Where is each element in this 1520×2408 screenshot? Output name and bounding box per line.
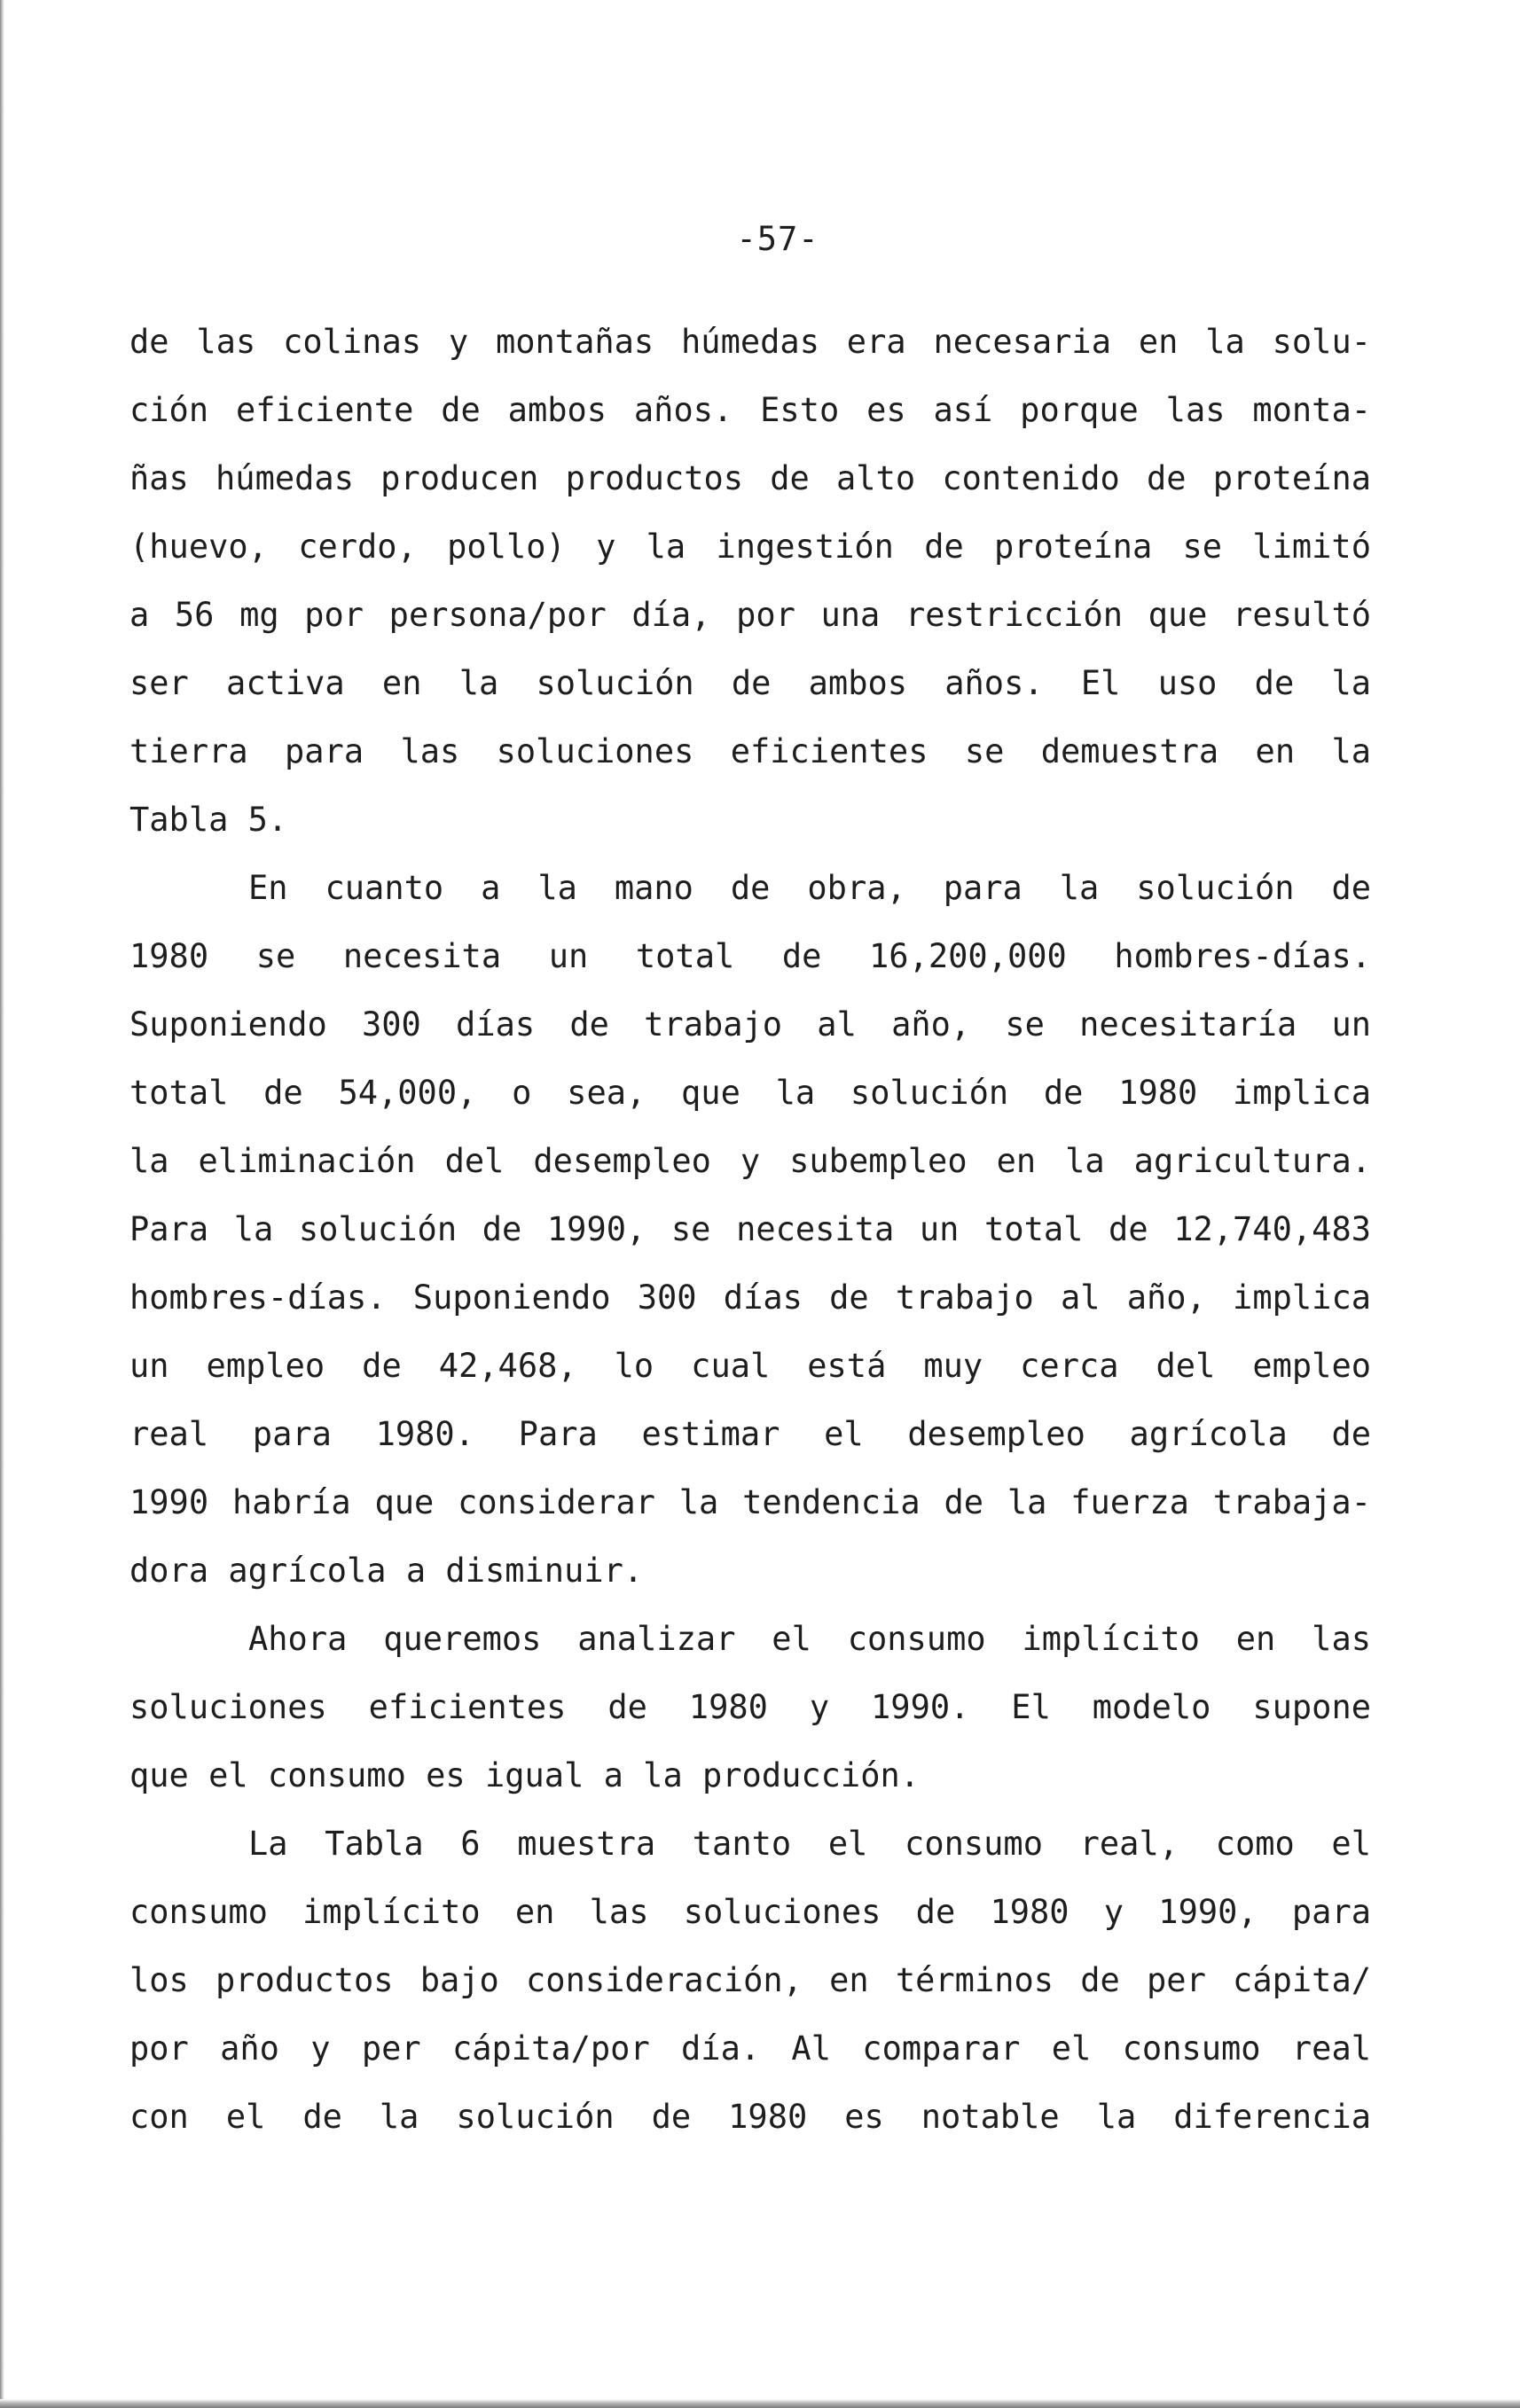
text-line: hombres-días. Suponiendo 300 días de trabajo al año, implica xyxy=(129,1278,1371,1317)
text-line: por año y per cápita/por día. Al comparar el consumo real xyxy=(129,2029,1371,2068)
scan-left-edge xyxy=(0,0,4,2408)
text-line: dora agrícola a disminuir. xyxy=(129,1552,644,1590)
text-line: Para la solución de 1990, se necesita un total de 12,740,483 xyxy=(129,1210,1371,1248)
paragraph-first-line: La Tabla 6 muestra tanto el consumo real, como el xyxy=(248,1825,1371,1863)
text-line: 1990 habría que considerar la tendencia de la fuerza trabaja- xyxy=(129,1483,1371,1521)
text-line: tierra para las soluciones eficientes se demuestra en la xyxy=(129,732,1371,770)
text-line: a 56 mg por persona/por día, por una restricción que resultó xyxy=(129,596,1371,634)
scan-bottom-edge xyxy=(0,2399,1520,2408)
text-line: (huevo, cerdo, pollo) y la ingestión de proteína se limitó xyxy=(129,528,1371,566)
text-line: la eliminación del desempleo y subempleo en la agricultura. xyxy=(129,1142,1371,1180)
paragraph-first-line: Ahora queremos analizar el consumo implícito en las xyxy=(248,1620,1371,1658)
text-line: soluciones eficientes de 1980 y 1990. El modelo supone xyxy=(129,1688,1371,1726)
text-line: ñas húmedas producen productos de alto contenido de proteína xyxy=(129,459,1371,497)
page-number: -57- xyxy=(736,220,819,258)
text-line: ción eficiente de ambos años. Esto es así porque las monta- xyxy=(129,391,1371,429)
text-line: consumo implícito en las soluciones de 1980 y 1990, para xyxy=(129,1893,1371,1931)
text-line: un empleo de 42,468, lo cual está muy cerca del empleo xyxy=(129,1347,1371,1385)
text-line: Tabla 5. xyxy=(129,801,288,839)
text-line: los productos bajo consideración, en términos de per cápita/ xyxy=(129,1961,1371,1999)
text-line: ser activa en la solución de ambos años. El uso de la xyxy=(129,664,1371,702)
text-line: con el de la solución de 1980 es notable la diferencia xyxy=(129,2098,1371,2136)
paragraph-first-line: En cuanto a la mano de obra, para la solución de xyxy=(248,869,1371,907)
text-line: total de 54,000, o sea, que la solución de 1980 implica xyxy=(129,1074,1371,1112)
text-line: de las colinas y montañas húmedas era necesaria en la solu- xyxy=(129,323,1371,361)
text-line: Suponiendo 300 días de trabajo al año, se necesitaría un xyxy=(129,1005,1371,1044)
text-line: que el consumo es igual a la producción. xyxy=(129,1756,921,1794)
text-line: real para 1980. Para estimar el desempleo agrícola de xyxy=(129,1415,1371,1453)
text-line: 1980 se necesita un total de 16,200,000 hombres-días. xyxy=(129,937,1371,975)
